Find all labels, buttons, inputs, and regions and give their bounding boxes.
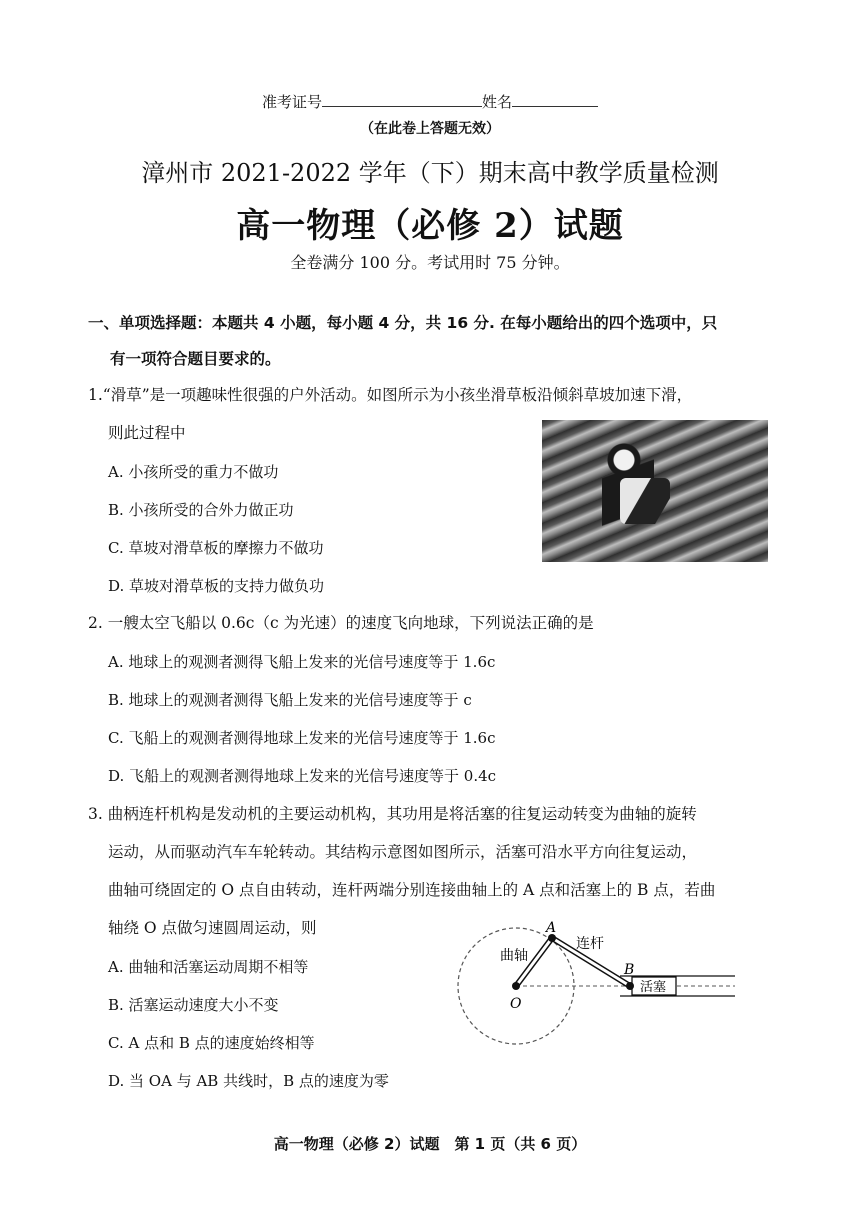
label-piston: 活塞: [640, 980, 667, 995]
q2-option-c: C. 飞船上的观测者测得地球上发来的光信号速度等于 1.6c: [108, 729, 496, 747]
q2-option-a: A. 地球上的观测者测得飞船上发来的光信号速度等于 1.6c: [108, 653, 496, 671]
q1-option-d: D. 草坡对滑草板的支持力做负功: [108, 577, 325, 595]
q3-option-b: B. 活塞运动速度大小不变: [108, 996, 279, 1014]
section-heading: 一、单项选择题：本题共 4 小题，每小题 4 分，共 16 分. 在每小题给出的四个选项中，只: [88, 314, 718, 332]
label-rod: 连杆: [576, 936, 604, 952]
section-heading-cont: 有一项符合题目要求的。: [110, 350, 281, 368]
q1-option-b: B. 小孩所受的合外力做正功: [108, 501, 294, 519]
q3-option-a: A. 曲轴和活塞运动周期不相等: [108, 958, 309, 976]
name-label: 姓名: [482, 93, 513, 111]
label-crank: 曲轴: [500, 948, 528, 964]
candidate-info-line: [0, 91, 860, 112]
crank-rod-diagram: [450, 918, 750, 1058]
label-b: B: [624, 962, 635, 978]
q3-stem-line2: 运动，从而驱动汽车车轮转动。其结构示意图如图所示，活塞可沿水平方向往复运动，: [108, 843, 698, 861]
q1-stem-line2: 则此过程中: [108, 424, 186, 442]
grass-sledding-photo: [542, 420, 768, 562]
label-a: A: [546, 920, 557, 936]
sled-board: [620, 478, 670, 524]
q3-stem-line3: 曲轴可绕固定的 O 点自由转动，连杆两端分别连接曲轴上的 A 点和活塞上的 B 点，若曲: [108, 881, 716, 899]
exam-id-label: 准考证号: [261, 93, 322, 111]
q1-stem-line1: 1.“滑草”是一项趣味性很强的户外活动。如图所示为小孩坐滑草板沿倾斜草坡加速下滑，: [88, 386, 693, 404]
q3-stem-line4: 轴绕 O 点做匀速圆周运动，则: [108, 919, 317, 937]
q3-option-c: C. A 点和 B 点的速度始终相等: [108, 1034, 315, 1052]
q3-stem-line1: 3. 曲柄连杆机构是发动机的主要运动机构，其功用是将活塞的往复运动转变为曲轴的旋转: [88, 805, 697, 823]
main-title: 高一物理（必修 2）试题: [236, 206, 624, 246]
name-blank: [512, 92, 598, 107]
q1-option-a: A. 小孩所受的重力不做功: [108, 463, 279, 481]
score-line: 全卷满分 100 分。考试用时 75 分钟。: [290, 253, 570, 272]
page-footer: 高一物理（必修 2）试题 第 1 页（共 6 页）: [273, 1135, 587, 1153]
q2-option-b: B. 地球上的观测者测得飞船上发来的光信号速度等于 c: [108, 691, 472, 709]
q1-option-c: C. 草坡对滑草板的摩擦力不做功: [108, 539, 324, 557]
q2-stem: 2. 一艘太空飞船以 0.6c（c 为光速）的速度飞向地球，下列说法正确的是: [88, 614, 594, 632]
answer-notice: （在此卷上答题无效）: [360, 121, 500, 137]
q3-option-d: D. 当 OA 与 AB 共线时，B 点的速度为零: [108, 1072, 389, 1090]
point-o: [512, 982, 520, 990]
exam-title: 漳州市 2021-2022 学年（下）期末高中教学质量检测: [141, 159, 719, 187]
q2-option-d: D. 飞船上的观测者测得地球上发来的光信号速度等于 0.4c: [108, 767, 497, 785]
point-b: [626, 982, 634, 990]
exam-id-blank: [322, 92, 482, 107]
label-o: O: [510, 996, 522, 1012]
